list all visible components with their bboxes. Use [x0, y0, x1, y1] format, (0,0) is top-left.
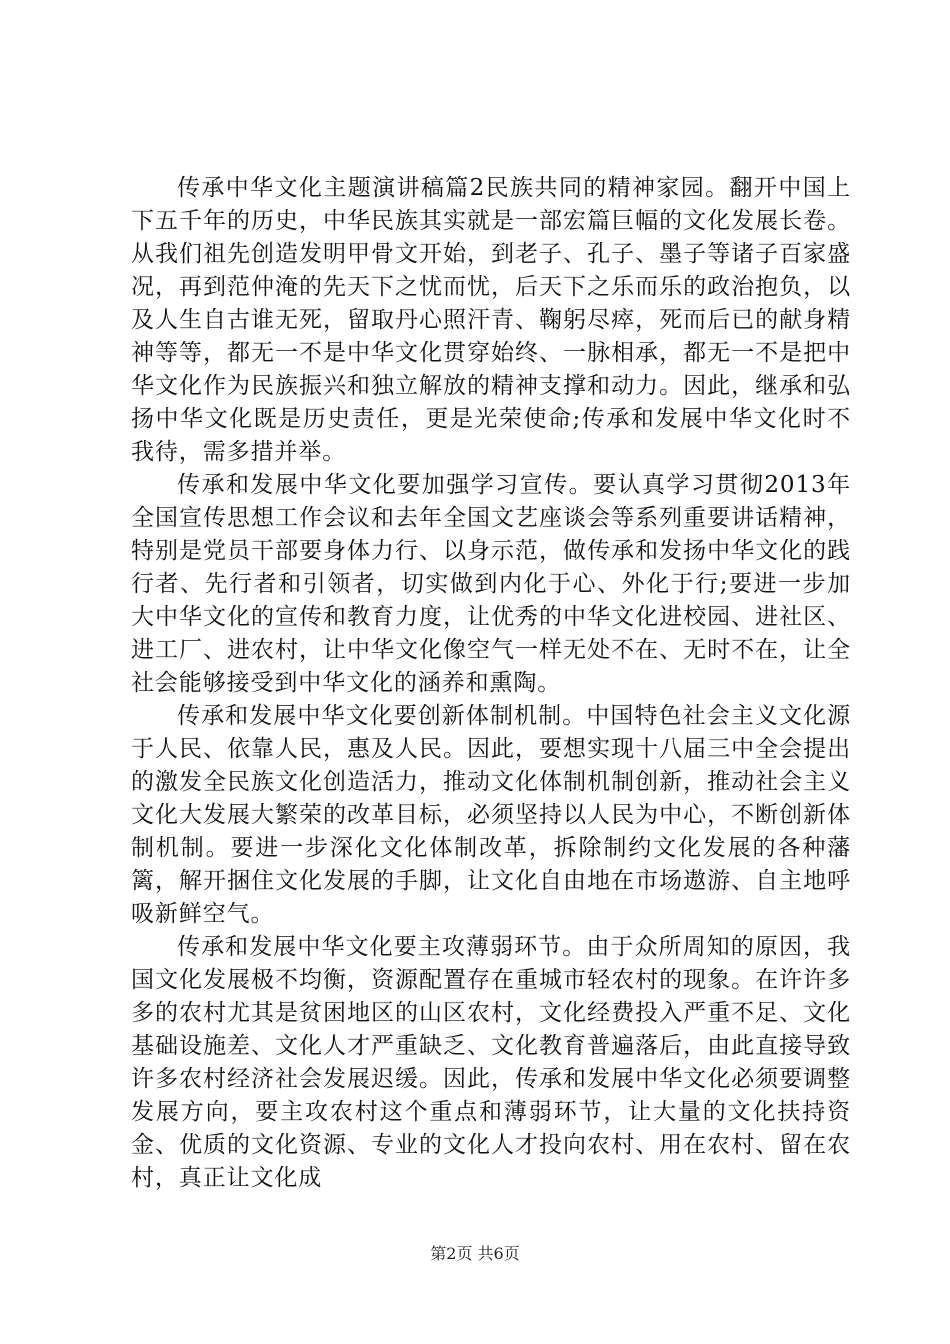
- paragraph-3: 传承和发展中华文化要创新体制机制。中国特色社会主义文化源于人民、依靠人民，惠及人民。因此，要想实现十八届三中全会提出的激发全民族文化创造活力，推动文化体制机制创新，推动社会主义文化大发展大繁荣的改革目标，必须坚持以人民为中心，不断创新体制机制。要进一步深化文化体制改革，拆除制约文化发展的各种藩篱，解开捆住文化发展的手脚，让文化自由地在市场遨游、自主地呼吸新鲜空气。: [131, 703, 851, 927]
- paragraph-1: 传承中华文化主题演讲稿篇2民族共同的精神家园。翻开中国上下五千年的历史，中华民族其实就是一部宏篇巨幅的文化发展长卷。从我们祖先创造发明甲骨文开始，到老子、孔子、墨子等诸子百家盛况，再到范仲淹的先天下之忧而忧，后天下之乐而乐的政治抱负，以及人生自古谁无死，留取丹心照汗青、鞠躬尽瘁，死而后已的献身精神等等，都无一不是中华文化贯穿始终、一脉相承，都无一不是把中华文化作为民族振兴和独立解放的精神支撑和动力。因此，继承和弘扬中华文化既是历史责任，更是光荣使命;传承和发展中华文化时不我待，需多措并举。: [131, 175, 851, 465]
- document-body: [131, 172, 851, 1195]
- paragraph-2: 传承和发展中华文化要加强学习宣传。要认真学习贯彻2013年全国宣传思想工作会议和去年全国文艺座谈会等系列重要讲话精神，特别是党员干部要身体力行、以身示范，做传承和发扬中华文化的践行者、先行者和引领者，切实做到内化于心、外化于行;要进一步加大中华文化的宣传和教育力度，让优秀的中华文化进校园、进社区、进工厂、进农村，让中华文化像空气一样无处不在、无时不在，让全社会能够接受到中华文化的涵养和熏陶。: [131, 472, 851, 696]
- page-number-footer: 第2页 共6页: [430, 1244, 520, 1263]
- paragraph-4: 传承和发展中华文化要主攻薄弱环节。由于众所周知的原因，我国文化发展极不均衡，资源配置存在重城市轻农村的现象。在许许多多的农村尤其是贫困地区的山区农村，文化经费投入严重不足、文化基础设施差、文化人才严重缺乏、文化教育普遍落后，由此直接导致许多农村经济社会发展迟缓。因此，传承和发展中华文化必须要调整发展方向，要主攻农村这个重点和薄弱环节，让大量的文化扶持资金、优质的文化资源、专业的文化人才投向农村、用在农村、留在农村，真正让文化成: [131, 934, 851, 1191]
